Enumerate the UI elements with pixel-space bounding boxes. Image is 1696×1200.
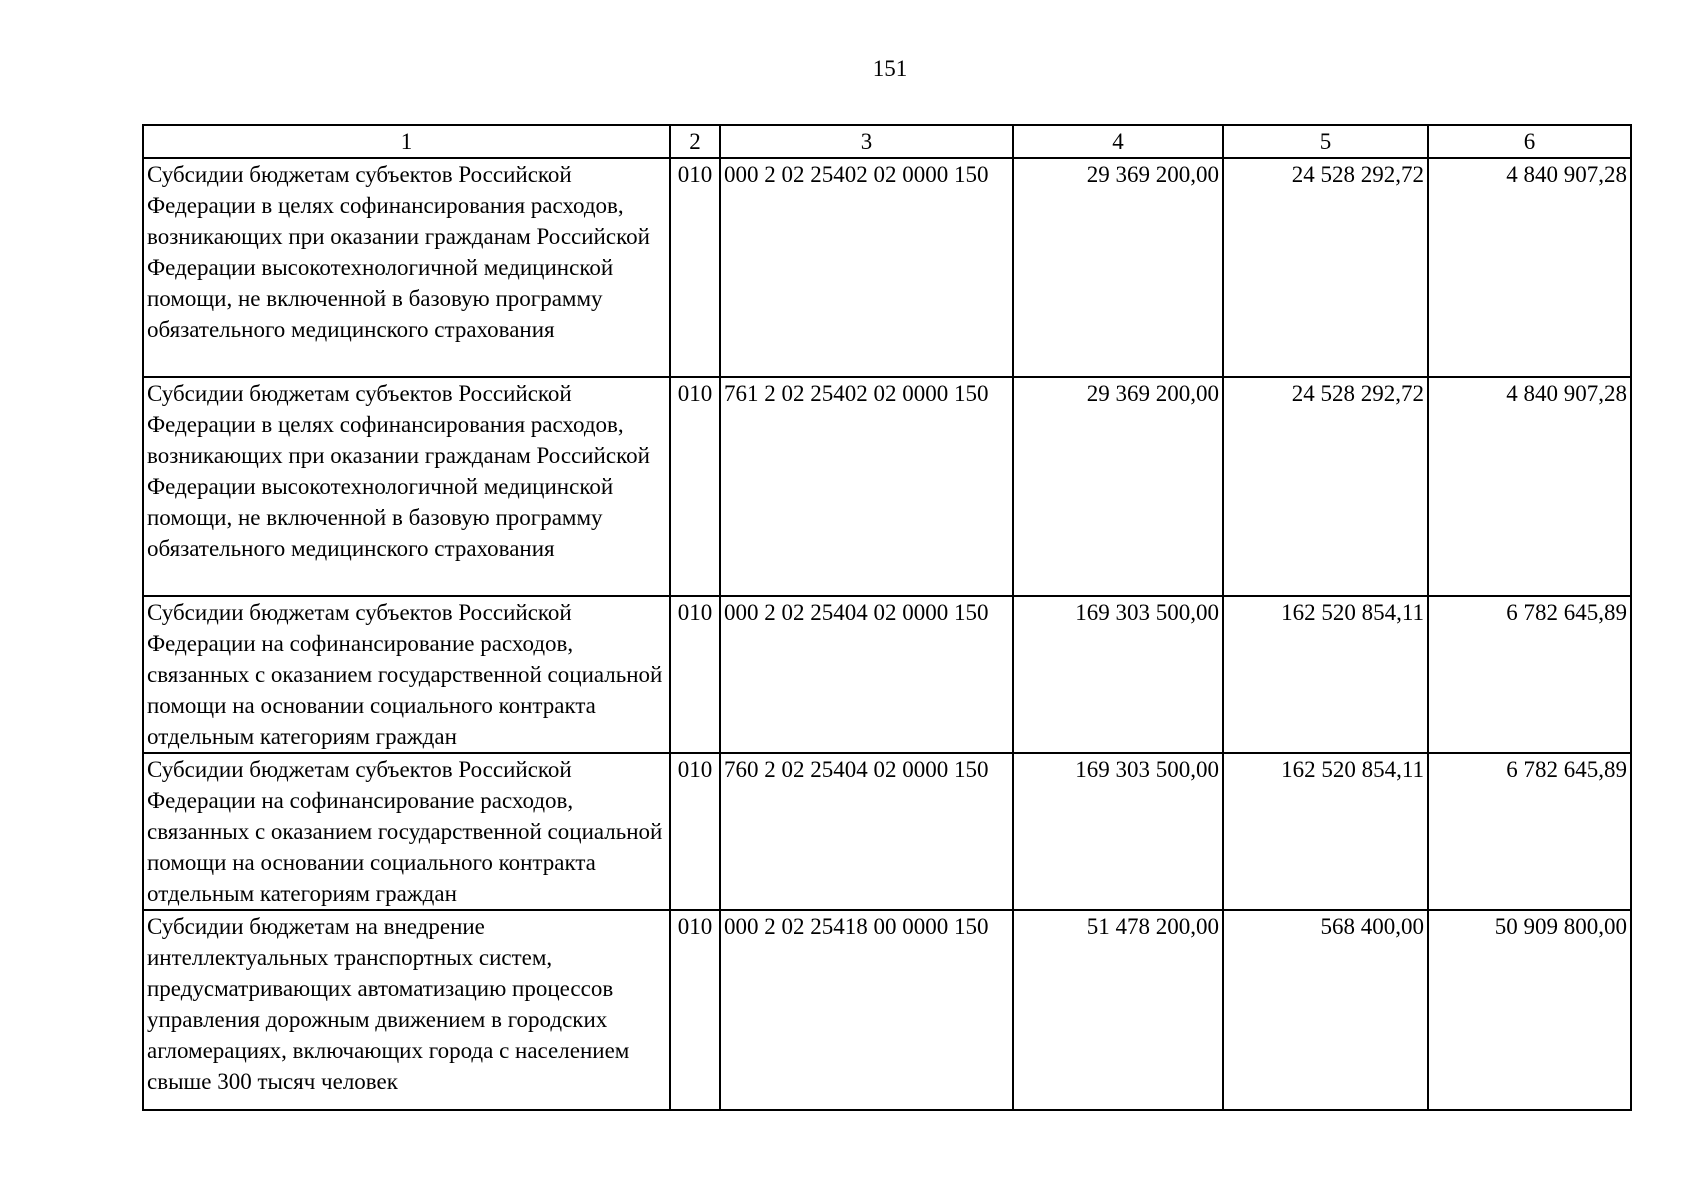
row-col4: 169 303 500,00	[1013, 753, 1223, 910]
table-row	[143, 753, 1631, 910]
header-col-1: 1	[143, 125, 670, 158]
header-col-4: 4	[1013, 125, 1223, 158]
row-col2: 010	[670, 910, 720, 1110]
row-name: Субсидии бюджетам субъектов Российской Федерации на софинансирование расходов, связанных с оказанием государственной социальной помощи на основании социального контракта отдельным категориям граждан	[143, 596, 670, 753]
row-col2: 010	[670, 377, 720, 596]
row-col5: 162 520 854,11	[1223, 596, 1428, 753]
row-col5: 24 528 292,72	[1223, 377, 1428, 596]
row-name: Субсидии бюджетам на внедрение интеллектуальных транспортных систем, предусматривающих автоматизацию процессов управления дорожным движением в городских агломерациях, включающих города с населением свыше 300 тысяч человек	[143, 910, 670, 1110]
row-col4: 29 369 200,00	[1013, 377, 1223, 596]
header-col-2: 2	[670, 125, 720, 158]
table-header-row	[143, 125, 1631, 158]
row-col6: 4 840 907,28	[1428, 158, 1631, 377]
table-row	[143, 158, 1631, 377]
row-name: Субсидии бюджетам субъектов Российской Федерации в целях софинансирования расходов, возникающих при оказании гражданам Российской Федерации высокотехнологичной медицинской помощи, не включенной в базовую программу обязательного медицинского страхования	[143, 158, 670, 377]
header-col-3: 3	[720, 125, 1013, 158]
row-name: Субсидии бюджетам субъектов Российской Федерации на софинансирование расходов, связанных с оказанием государственной социальной помощи на основании социального контракта отдельным категориям граждан	[143, 753, 670, 910]
row-name: Субсидии бюджетам субъектов Российской Федерации в целях софинансирования расходов, возникающих при оказании гражданам Российской Федерации высокотехнологичной медицинской помощи, не включенной в базовую программу обязательного медицинского страхования	[143, 377, 670, 596]
page-number: 151	[872, 56, 908, 81]
row-col4: 29 369 200,00	[1013, 158, 1223, 377]
row-col6: 4 840 907,28	[1428, 377, 1631, 596]
row-col6: 6 782 645,89	[1428, 753, 1631, 910]
table-row	[143, 377, 1631, 596]
header-col-6: 6	[1428, 125, 1631, 158]
row-classification-code: 000 2 02 25402 02 0000 150	[720, 158, 1013, 377]
row-classification-code: 760 2 02 25404 02 0000 150	[720, 753, 1013, 910]
row-col5: 568 400,00	[1223, 910, 1428, 1110]
row-col2: 010	[670, 596, 720, 753]
table-row	[143, 910, 1631, 1110]
row-col2: 010	[670, 753, 720, 910]
row-col4: 51 478 200,00	[1013, 910, 1223, 1110]
row-col6: 6 782 645,89	[1428, 596, 1631, 753]
row-classification-code: 000 2 02 25418 00 0000 150	[720, 910, 1013, 1110]
row-col6: 50 909 800,00	[1428, 910, 1631, 1110]
budget-table	[142, 124, 1632, 1111]
row-classification-code: 761 2 02 25402 02 0000 150	[720, 377, 1013, 596]
row-col4: 169 303 500,00	[1013, 596, 1223, 753]
row-classification-code: 000 2 02 25404 02 0000 150	[720, 596, 1013, 753]
row-col5: 162 520 854,11	[1223, 753, 1428, 910]
row-col2: 010	[670, 158, 720, 377]
table-row	[143, 596, 1631, 753]
row-col5: 24 528 292,72	[1223, 158, 1428, 377]
header-col-5: 5	[1223, 125, 1428, 158]
